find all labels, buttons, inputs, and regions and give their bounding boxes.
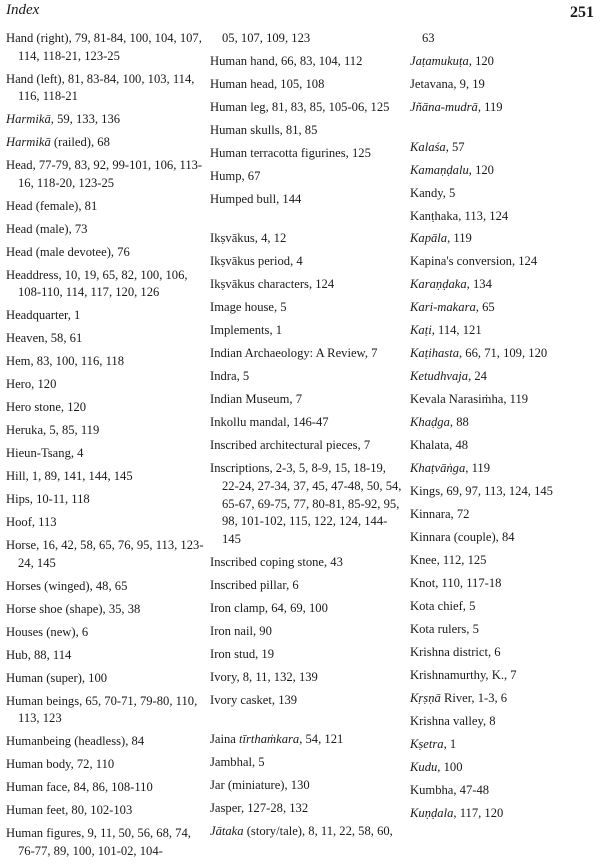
entry-text: Heaven, 58, 61 (6, 331, 83, 346)
index-entry (410, 391, 596, 409)
index-entry (410, 185, 596, 203)
index-entry (410, 529, 596, 547)
index-entry (6, 267, 208, 302)
index-entry (410, 345, 596, 363)
index-entry (6, 802, 208, 820)
entry-italic-term: Khaḍga (410, 415, 450, 430)
entry-text: Jaina (210, 732, 240, 747)
index-entry (410, 437, 596, 455)
entry-text: Ivory casket, 139 (210, 692, 298, 707)
entry-text: Kinnara (couple), 84 (410, 530, 515, 545)
index-entry (6, 198, 208, 216)
index-entry (410, 322, 596, 340)
entry-text: Indra, 5 (210, 369, 250, 384)
entry-text: Horse, 16, 42, 58, 65, 76, 95, 113, 123-24, 145 (6, 538, 204, 570)
entry-text: Ikṣvākus period, 4 (210, 254, 303, 269)
index-column-3 (410, 30, 596, 828)
entry-text: Human skulls, 81, 85 (210, 122, 318, 137)
entry-text: Kumbha, 47-48 (410, 783, 490, 798)
index-entry (6, 71, 208, 106)
index-entry (410, 759, 596, 777)
entry-text: , 134 (466, 277, 492, 292)
index-entry (6, 578, 208, 596)
entry-text: , 100 (437, 760, 463, 775)
index-entry (210, 554, 402, 572)
entry-text: Headquarter, 1 (6, 308, 81, 323)
entry-text: , 88 (449, 415, 469, 430)
entry-text: Kandy, 5 (410, 185, 456, 200)
index-entry (6, 111, 208, 129)
entry-text: Inscribed architectural pieces, 7 (210, 438, 371, 453)
entry-text: 63 (422, 31, 435, 45)
entry-text: Ivory, 8, 11, 132, 139 (210, 669, 318, 684)
section-title: Index (6, 2, 40, 18)
index-entry (210, 99, 402, 117)
entry-text: Inscribed pillar, 6 (210, 577, 299, 592)
entry-text: Hero, 120 (6, 377, 57, 392)
entry-text: Knot, 110, 117-18 (410, 576, 502, 591)
index-entry (410, 552, 596, 570)
index-entry (6, 445, 208, 463)
entry-text: , 120 (468, 162, 494, 177)
entry-text: , 57 (445, 139, 465, 154)
index-entry (210, 53, 402, 71)
index-entry (210, 669, 402, 687)
entry-text: Implements, 1 (210, 323, 283, 338)
entry-italic-term: tīrthaṁkara (239, 732, 300, 747)
entry-italic-term: Karaṇḍaka (410, 277, 467, 292)
index-entry (210, 577, 402, 595)
index-entry (410, 99, 596, 117)
entry-text: Jasper, 127-28, 132 (210, 801, 309, 816)
entry-text: Hero stone, 120 (6, 400, 87, 415)
entry-text: Hub, 88, 114 (6, 647, 72, 662)
entry-text: Krishna district, 6 (410, 645, 501, 660)
index-entry (210, 345, 402, 363)
index-entry (6, 422, 208, 440)
index-entry (6, 693, 208, 728)
entry-text: Humanbeing (headless), 84 (6, 734, 145, 749)
index-entry (410, 230, 596, 248)
index-entry (410, 414, 596, 432)
index-entry (210, 368, 402, 386)
index-entry (410, 276, 596, 294)
entry-text: Kevala Narasiṁha, 119 (410, 392, 529, 407)
index-entry-continuation (210, 30, 402, 48)
entry-text: Kinnara, 72 (410, 507, 470, 522)
index-entry (6, 134, 208, 152)
index-entry (210, 823, 402, 841)
entry-italic-term: Khaṭvāṅga (410, 461, 466, 476)
entry-text: Hem, 83, 100, 116, 118 (6, 354, 124, 369)
index-entry (410, 690, 596, 708)
entry-text: (railed), 68 (50, 135, 110, 150)
entry-italic-term: Kṣetra (410, 737, 444, 752)
entry-text: , 117, 120 (453, 806, 504, 821)
page-number: 251 (570, 4, 594, 21)
entry-text: Iron clamp, 64, 69, 100 (210, 600, 328, 615)
entry-text: Human feet, 80, 102-103 (6, 803, 133, 818)
entry-text: Head (male devotee), 76 (6, 244, 130, 259)
entry-text: Horses (winged), 48, 65 (6, 578, 128, 593)
index-entry (6, 221, 208, 239)
entry-italic-term: Kṛṣṇā (410, 691, 441, 706)
index-entry (6, 601, 208, 619)
entry-text: , 66, 71, 109, 120 (459, 346, 548, 361)
index-column-2 (210, 30, 402, 846)
entry-text: Humped bull, 144 (210, 191, 302, 206)
index-entry (6, 30, 208, 65)
entry-text: Hips, 10-11, 118 (6, 492, 90, 507)
index-entry (410, 299, 596, 317)
entry-text: Hump, 67 (210, 168, 261, 183)
running-header (6, 2, 594, 24)
index-entry (210, 754, 402, 772)
entry-text: Human head, 105, 108 (210, 76, 325, 91)
index-entry (6, 468, 208, 486)
index-entry (6, 353, 208, 371)
index-entry (210, 322, 402, 340)
entry-text: Headdress, 10, 19, 65, 82, 100, 106, 108-110, 114, 117, 120, 126 (6, 267, 188, 300)
index-entry (6, 537, 208, 572)
entry-text: Krishnamurthy, K., 7 (410, 668, 517, 683)
entry-text: Human terracotta figurines, 125 (210, 145, 371, 160)
entry-text: Human beings, 65, 70-71, 79-80, 110, 113, 123 (6, 693, 198, 726)
entry-text: Khalata, 48 (410, 438, 469, 453)
entry-text: 05, 107, 109, 123 (222, 31, 311, 45)
entry-text: Ikṣvākus, 4, 12 (210, 231, 287, 246)
index-entry (6, 307, 208, 325)
entry-text: Human body, 72, 110 (6, 757, 115, 772)
entry-text: , 119 (447, 231, 472, 246)
index-entry (6, 647, 208, 665)
entry-text: (story/tale), 8, 11, 22, 58, 60, (243, 824, 393, 839)
entry-text: Kanṭhaka, 113, 124 (410, 208, 509, 223)
entry-italic-term: Ketudhvaja (410, 369, 469, 384)
index-entry (210, 777, 402, 795)
entry-text: Human hand, 66, 83, 104, 112 (210, 53, 363, 68)
entry-text: Horse shoe (shape), 35, 38 (6, 601, 141, 616)
index-entry (410, 208, 596, 226)
entry-italic-term: Jātaka (210, 824, 244, 839)
entry-text: Indian Museum, 7 (210, 392, 302, 407)
index-entry (410, 621, 596, 639)
index-entry (210, 731, 402, 749)
entry-text: Heruka, 5, 85, 119 (6, 423, 100, 438)
index-entry (410, 460, 596, 478)
entry-italic-term: Jaṭamukuṭa (410, 53, 469, 68)
index-entry (210, 600, 402, 618)
entry-text: Kota rulers, 5 (410, 622, 479, 637)
index-entry (210, 414, 402, 432)
entry-text: Human leg, 81, 83, 85, 105-06, 125 (210, 99, 390, 114)
index-entry (210, 145, 402, 163)
entry-italic-term: Kari-makara (410, 300, 476, 315)
index-column-1 (6, 30, 208, 866)
entry-italic-term: Kaṭihasta (410, 346, 459, 361)
entry-text: Image house, 5 (210, 300, 287, 315)
index-entry (410, 598, 596, 616)
index-entry (210, 646, 402, 664)
entry-text: Iron nail, 90 (210, 623, 272, 638)
entry-italic-term: Kuṇḍala (410, 806, 454, 821)
entry-text: Kapina's conversion, 124 (410, 254, 538, 269)
entry-text: , 54, 121 (299, 732, 344, 747)
entry-text: Human (super), 100 (6, 670, 108, 685)
index-entry (6, 330, 208, 348)
entry-text: , 65 (475, 300, 495, 315)
index-entry (6, 779, 208, 797)
entry-text: , 114, 121 (431, 323, 482, 338)
entry-italic-term: Kapāla (410, 231, 448, 246)
index-entry (410, 483, 596, 501)
entry-italic-term: Kaṭi (410, 323, 432, 338)
entry-text: Head (female), 81 (6, 198, 98, 213)
index-entry-continuation (410, 30, 596, 48)
entry-text: Hieun-Tsang, 4 (6, 446, 84, 461)
entry-text: Jetavana, 9, 19 (410, 76, 485, 91)
index-entry (210, 437, 402, 455)
index-entry (6, 244, 208, 262)
entry-italic-term: Kudu (410, 760, 438, 775)
entry-text: , 1 (443, 737, 457, 752)
index-entry (6, 514, 208, 532)
entry-text: Jambhal, 5 (210, 755, 265, 770)
index-entry (410, 782, 596, 800)
index-entry (410, 667, 596, 685)
entry-text: Inscriptions, 2-3, 5, 8-9, 15, 18-19, 22-24, 27-34, 37, 45, 47-48, 50, 54, 65-67, 69-75, 77, 80-81, 85-92, 95, 98, 101-102, 115, 122, 124, 144-145 (210, 461, 402, 546)
index-entry (210, 76, 402, 94)
index-entry (210, 191, 402, 209)
index-entry (6, 670, 208, 688)
index-entry (6, 733, 208, 751)
entry-text: , 59, 133, 136 (50, 112, 121, 127)
index-entry (410, 139, 596, 157)
entry-text: Human face, 84, 86, 108-110 (6, 780, 153, 795)
index-entry (210, 253, 402, 271)
index-entry (410, 506, 596, 524)
entry-text: Human figures, 9, 11, 50, 56, 68, 74, 76-77, 89, 100, 101-02, 104- (6, 826, 191, 858)
index-entry (210, 122, 402, 140)
index-entry (410, 368, 596, 386)
entry-text: Hand (left), 81, 83-84, 100, 103, 114, 116, 118-21 (6, 71, 195, 104)
entry-text: Houses (new), 6 (6, 624, 89, 639)
index-entry (210, 391, 402, 409)
index-entry (410, 53, 596, 71)
entry-text: Knee, 112, 125 (410, 553, 487, 568)
entry-text: Kota chief, 5 (410, 599, 476, 614)
index-entry (410, 76, 596, 94)
entry-italic-term: Harmikā (6, 112, 51, 127)
entry-text: , 119 (465, 461, 491, 476)
entry-text: Head (male), 73 (6, 221, 88, 236)
index-entry (6, 756, 208, 774)
entry-text: , 119 (477, 99, 503, 114)
index-entry (410, 575, 596, 593)
index-entry (6, 376, 208, 394)
entry-text: Inscribed coping stone, 43 (210, 554, 343, 569)
entry-text: River, 1-3, 6 (440, 691, 508, 706)
entry-italic-term: Harmikā (6, 135, 51, 150)
index-entry (410, 644, 596, 662)
entry-italic-term: Jñāna-mudrā (410, 99, 478, 114)
index-entry (210, 800, 402, 818)
entry-text: Indian Archaeology: A Review, 7 (210, 346, 378, 361)
entry-text: Iron stud, 19 (210, 646, 275, 661)
entry-text: Krishna valley, 8 (410, 714, 496, 729)
index-entry (410, 713, 596, 731)
entry-text: Hand (right), 79, 81-84, 100, 104, 107, 114, 118-21, 123-25 (6, 31, 202, 63)
entry-italic-term: Kamaṇḍalu (410, 162, 469, 177)
index-entry (6, 157, 208, 192)
index-entry (6, 624, 208, 642)
index-entry (6, 491, 208, 509)
index-entry (6, 399, 208, 417)
index-entry (210, 168, 402, 186)
entry-text: Hill, 1, 89, 141, 144, 145 (6, 469, 133, 484)
entry-text: Hoof, 113 (6, 515, 57, 530)
index-entry (410, 805, 596, 823)
index-entry (210, 299, 402, 317)
index-entry (210, 692, 402, 710)
index-entry (210, 230, 402, 248)
entry-text: , 24 (468, 369, 487, 384)
index-entry (410, 253, 596, 271)
entry-text: Ikṣvākus characters, 124 (210, 277, 335, 292)
index-entry (210, 460, 402, 548)
index-entry (210, 623, 402, 641)
index-entry (410, 736, 596, 754)
entry-text: Jar (miniature), 130 (210, 778, 310, 793)
index-entry (410, 162, 596, 180)
entry-text: Head, 77-79, 83, 92, 99-101, 106, 113-16, 118-20, 123-25 (6, 158, 203, 190)
index-entry (210, 276, 402, 294)
entry-italic-term: Kalaśa (410, 139, 446, 154)
entry-text: Inkollu mandal, 146-47 (210, 415, 329, 430)
entry-text: Kings, 69, 97, 113, 124, 145 (410, 484, 553, 499)
entry-text: , 120 (468, 53, 494, 68)
